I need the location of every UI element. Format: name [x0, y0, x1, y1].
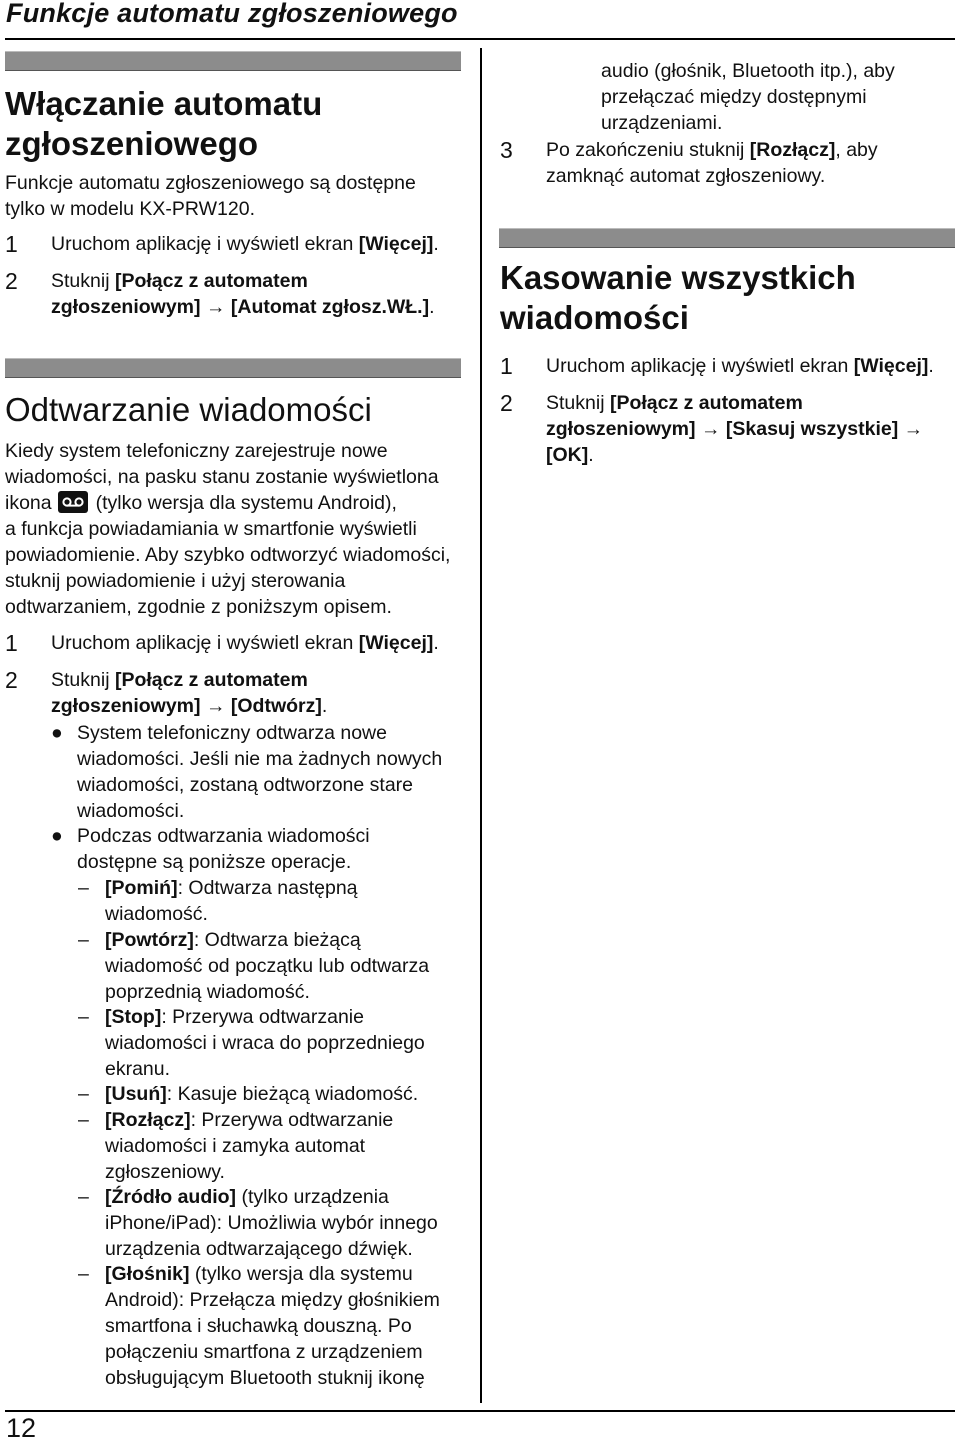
ui-key-label: [Odtwórz] [230, 695, 322, 717]
section-title-enable [5, 84, 322, 164]
bullet-line: System telefoniczny odtwarza nowe [77, 722, 387, 744]
bullet-line: Podczas odtwarzania wiadomości [77, 825, 370, 847]
bullet-line: wiadomości, zostaną odtworzone stare [77, 774, 414, 796]
step-number: 3 [500, 137, 513, 163]
continued-text [601, 58, 960, 136]
op-text: wiadomości i wraca do poprzedniego [105, 1032, 425, 1054]
ui-key-label: [Skasuj wszystkie] [725, 418, 899, 440]
section-bar-erase [499, 228, 955, 248]
op-text: Android): Przełącza między głośnikiem [105, 1289, 440, 1311]
paragraph-line: a funkcja powiadamiania w smartfonie wyświetli [5, 518, 417, 540]
step-number: 2 [5, 268, 18, 294]
section-title-line: Kasowanie wszystkich [500, 259, 856, 296]
paragraph-line: stuknij powiadomienie i użyj sterowania [5, 570, 346, 592]
dash-icon: – [78, 1083, 89, 1105]
ui-key-label: [Pomiń] [105, 877, 178, 899]
op-text: wiadomości i zamyka automat [105, 1135, 366, 1157]
step-text: Stuknij [51, 270, 115, 292]
paragraph-line: wiadomości, na pasku stanu zostanie wyświetlona [5, 466, 439, 488]
ui-key-label: [OK] [546, 444, 589, 466]
op-text: zgłoszeniowy. [105, 1161, 225, 1183]
paragraph-text: (tylko wersja dla systemu Android), [95, 492, 397, 514]
ui-key-label: zgłoszeniowym] [51, 695, 201, 717]
column-divider [480, 48, 482, 1403]
page-header-title: Funkcje automatu zgłoszeniowego [6, 0, 458, 28]
bullet-line: wiadomości. Jeśli nie ma żadnych nowych [77, 748, 443, 770]
dash-icon: – [78, 929, 89, 951]
op-text: obsługującym Bluetooth stuknij ikonę [105, 1367, 425, 1389]
section-bar-enable [5, 51, 461, 71]
dash-icon: – [78, 1006, 89, 1028]
step-text: Stuknij [51, 669, 115, 691]
arrow-icon: → [695, 418, 726, 440]
ui-key-label: [Więcej] [358, 233, 434, 255]
ui-key-label: [Usuń] [105, 1083, 167, 1105]
arrow-icon: → [200, 296, 231, 318]
ui-key-label: [Rozłącz] [105, 1109, 191, 1131]
paragraph-line [5, 490, 475, 516]
op-text: urządzenia odtwarzającego dźwięk. [105, 1238, 413, 1260]
op-text: połączeniu smartfona z urządzeniem [105, 1341, 423, 1363]
op-text: wiadomość. [105, 903, 208, 925]
paragraph-line: Funkcje automatu zgłoszeniowego są dostępne [5, 172, 416, 194]
dash-icon: – [78, 1109, 89, 1131]
bullet-icon: ● [51, 825, 63, 847]
op-text: : Odtwarza bieżącą [193, 929, 361, 951]
dash-icon: – [78, 1186, 89, 1208]
step-text: Uruchom aplikację i wyświetl ekran [51, 632, 359, 654]
page-number: 12 [6, 1413, 37, 1443]
playback-intro [5, 438, 475, 620]
header-rule [5, 38, 955, 40]
op-text: (tylko urządzenia [236, 1186, 389, 1208]
section-bar-playback [5, 358, 461, 378]
step-number: 1 [5, 231, 18, 257]
op-text: : Odtwarza następną [177, 877, 358, 899]
step-text: Uruchom aplikację i wyświetl ekran [51, 233, 359, 255]
dash-icon: – [78, 877, 89, 899]
step-number: 2 [500, 390, 513, 416]
step-number: 2 [5, 667, 18, 693]
paragraph-line: Kiedy system telefoniczny zarejestruje nowe [5, 440, 388, 462]
voicemail-icon [58, 491, 88, 513]
ui-key-label: [Stop] [105, 1006, 162, 1028]
ui-key-label: [Powtórz] [105, 929, 194, 951]
enable-intro [5, 170, 475, 222]
op-text: ekranu. [105, 1058, 171, 1080]
ui-key-label: zgłoszeniowym] [546, 418, 696, 440]
ui-key-label: [Źródło audio] [105, 1186, 237, 1208]
section-title-erase [500, 258, 856, 338]
paragraph-line: powiadomienie. Aby szybko odtworzyć wiadomości, [5, 544, 451, 566]
step-number: 1 [5, 630, 18, 656]
bullet-line: wiadomości. [77, 800, 185, 822]
step-text: . [321, 695, 328, 717]
footer-rule [5, 1410, 955, 1412]
step-text: . [429, 296, 435, 318]
paragraph-line: tylko w modelu KX-PRW120. [5, 198, 255, 220]
step-text: . [928, 355, 934, 377]
op-text: wiadomość od początku lub odtwarza [105, 955, 430, 977]
section-title-line: zgłoszeniowego [5, 125, 259, 162]
ui-key-label: [Połącz z automatem [114, 270, 308, 292]
paragraph-line: audio (głośnik, Bluetooth itp.), aby [601, 60, 895, 82]
ui-key-label: [Więcej] [358, 632, 434, 654]
ui-key-label: [Więcej] [853, 355, 929, 377]
paragraph-line: odtwarzaniem, zgodnie z poniższym opisem. [5, 596, 392, 618]
op-text: : Przerywa odtwarzanie [190, 1109, 394, 1131]
step-text: Uruchom aplikację i wyświetl ekran [546, 355, 854, 377]
section-title-line: Włączanie automatu [5, 85, 323, 122]
paragraph-line: przełączać między dostępnymi [601, 86, 867, 108]
op-text: : Kasuje bieżącą wiadomość. [166, 1083, 419, 1105]
op-text: : Przerywa odtwarzanie [161, 1006, 364, 1028]
ui-key-label: [Rozłącz] [749, 139, 836, 161]
ui-key-label: zgłoszeniowym] [51, 296, 201, 318]
section-title-line: wiadomości [500, 299, 689, 336]
ui-key-label: [Automat zgłosz.WŁ.] [230, 296, 430, 318]
step-text: , aby [835, 139, 878, 161]
step-text: . [433, 233, 439, 255]
bullet-icon: ● [51, 722, 63, 744]
step-number: 1 [500, 353, 513, 379]
arrow-icon: → [200, 695, 231, 717]
ui-key-label: [Połącz z automatem [114, 669, 308, 691]
arrow-icon: → [898, 418, 924, 440]
step-text: zamknąć automat zgłoszeniowy. [546, 165, 826, 187]
step-text: Stuknij [546, 392, 610, 414]
op-text: poprzednią wiadomość. [105, 981, 310, 1003]
paragraph-line: urządzeniami. [601, 112, 723, 134]
paragraph-text: ikona [5, 492, 52, 514]
step-text: . [433, 632, 439, 654]
section-title-playback: Odtwarzanie wiadomości [5, 391, 372, 428]
op-text: smartfona i słuchawką douszną. Po [105, 1315, 412, 1337]
op-text: (tylko wersja dla systemu [189, 1263, 413, 1285]
bullet-line: dostępne są poniższe operacje. [77, 851, 352, 873]
ui-key-label: [Głośnik] [105, 1263, 190, 1285]
ui-key-label: [Połącz z automatem [609, 392, 803, 414]
dash-icon: – [78, 1263, 89, 1285]
op-text: iPhone/iPad): Umożliwia wybór innego [105, 1212, 438, 1234]
step-text: Po zakończeniu stuknij [546, 139, 750, 161]
step-text: . [588, 444, 594, 466]
